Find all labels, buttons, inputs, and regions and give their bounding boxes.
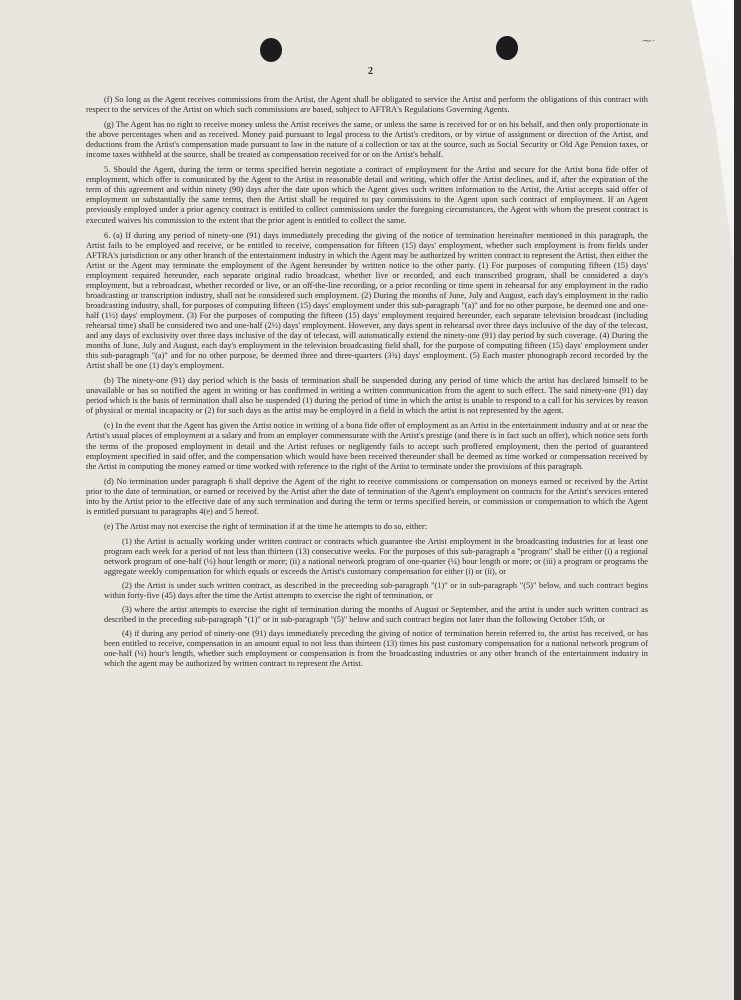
paragraph-4f: (f) So long as the Agent receives commissions from the Artist, the Agent shall be obligated to service the Artist and perform the obligations of this contract with respect to the services of the Artist on which such commissions are based, subject to AFTRA's Regulations Governing Agents. (86, 95, 648, 115)
paragraph-4g: (g) The Agent has no right to receive money unless the Artist receives the same, or unless the same is received for or on his behalf, and then only proportionate in the above percentages when and as received. Money paid pursuant to legal process to the Artist's creditors, or by virtue of assignment or direction of the Artist, and deductions from the Artist's compensation made pursuant to law in the nature of a collection or tax at the source, such as Social Security or Old Age Pension taxes, or income taxes withheld at the source, shall be treated as compensation received for or on the Artist's behalf. (86, 120, 648, 160)
paragraph-6e: (e) The Artist may not exercise the right of termination if at the time he attempts to do so, either: (104, 521, 428, 531)
page-curl (641, 0, 741, 325)
subparagraph-6e-4: (4) if during any period of ninety-one (91) days immediately preceding the giving of notice of termination herein referred to, the artist has received, or has been entitled to receive, compensation in an amount equal to not less than thirteen (13) times his past customary compensation for a national network program of one-half (½) hour's length, whether such employment or compensation is from the broadcasting industries or any other branch of the entertainment industry in which the agent may be authorized by written contract to represent the Artist. (104, 629, 648, 669)
scan-edge (734, 0, 741, 1000)
subparagraph-6e-2: (2) the Artist is under such written contract, as described in the preceeding sub-paragraph "(1)" or in sub-paragraph "(5)" below, and such contract begins within forty-five (45) days after the time the Artist attempts to exercise the right of termination, or (104, 581, 648, 601)
paragraph-5: 5. Should the Agent, during the term or terms specified herein negotiate a contract of employment for the Artist and secure for the Artist bona fide offer of employment, which offer is comunicated by the Agent to the Artist in reasonable detail and writing, which offer the Artist declines, and if, after the expiration of the term of this agreement and within ninety (90) days after the date upon which the Agent gives such written information to the Artist, the Artist accepts said offer of employment on substantially the same terms, then the Artist shall be required to pay commissions to the Agent upon such contract of employment. If an Agent previously employed under a prior agency contract is entitled to collect commissions under the foregoing circumstances, the Agent with whom the present contract is executed waives his commission to the extent that the prior agent is entitled to collect the same. (86, 165, 648, 225)
document-body (86, 95, 648, 673)
margin-mark: ⁓· (642, 36, 656, 47)
punch-hole-left (260, 38, 282, 62)
paragraph-6d: (d) No termination under paragraph 6 shall deprive the Agent of the right to receive commissions or compensation on moneys earned or received by the Artist prior to the date of termination, or earned or received by the Artist after the date of termination of the Agent's employment on contracts for the Artist's services entered into by the Artist prior to the effective date of any such termination and during the term or terms specified herein, or commission or compensation to which the Agent is entitled pursuant to paragraphs 4(e) and 5 hereof. (86, 476, 648, 516)
paragraph-6b: (b) The ninety-one (91) day period which is the basis of termination shall be suspended during any period of time which the artist has declared himself to be unavailable or has so notified the agent in writing or has confirmed in writing a written communication from the agent to such effect. The said ninety-one (91) day period which is the basis of termination shall also be suspended (1) during the period of time in which the artist is unable to respond to a call for his services by reason of physical or mental incapacity or (2) for such days as the artist may be employed in a field in which the artist is not represented by the agent. (86, 376, 648, 416)
subparagraph-6e-1: (1) the Artist is actually working under written contract or contracts which guarantee the Artist employment in the broadcasting industries for at least one program each week for a period of not less than thirteen (13) consecutive weeks. For the purposes of this sub-paragraph a "program" shall be either (i) a regional network program of one-half (½) hour length or more; (ii) a national network program of one-quarter (¼) hour length or more; or (iii) a program or programs the aggregate weekly compensation for which equals or exceeds the Artist's customary compensation for either (i) or (ii), or (104, 536, 648, 577)
page-number: 2 (368, 66, 373, 77)
subparagraph-6e-3: (3) where the artist attempts to exercise the right of termination during the months of August or September, and the artist is under such written contract as described in the preceding sub-paragraph "(1)" or in sub-paragraph "(5)" below and such contract begins not later than the following October 15th, or (104, 605, 648, 625)
paragraph-6c: (c) In the event that the Agent has given the Artist notice in writing of a bona fide offer of employment as an Artist in the entertainment industry and at or near the Artist's usual places of employment at a salary and from an employer commensurate with the Artist's prestige (and there is in fact such an offer), which notice sets forth the terms of the proposed employment in detail and the Artist refuses or negligently fails to accept such proffered employment, then the period of guaranteed employment specified in said offer, and the compensation which would have been received thereunder shall be deemed as time worked or compensation received by the Artist in computing the money earned or time worked with reference to the right of the Artist to terminate under the provisions of this paragraph. (86, 421, 648, 471)
punch-hole-right (496, 36, 518, 60)
paragraph-6a: 6. (a) If during any period of ninety-one (91) days immediately preceding the giving of the notice of termination hereinafter mentioned in this paragraph, the Artist fails to be employed and receive, or be entitled to receive, compensation for fifteen (15) days' employment, whether such employment is from fields under AFTRA's jurisdiction or any other branch of the entertainment industry in which the Agent may be authorized by written contract to represent the Artist, then either the Artist or the Agent may terminate the employment of the Agent hereunder by written notice to the other party. (1) For purposes of computing fifteen (15) days' employment required hereunder, each separate original radio broadcast, whether live or recorded, and each transcribed program, shall be considered a day's employment, but a rebroadcast, whether recorded or live, or an off-the-line recording, or a prior recording or time spent in rehearsal for any employment in the radio broadcasting or transcription industry, shall not be considered such employment. (2) During the months of June, July and August, each day's employment in the radio broadcasting industry, shall, for purposes of computing fifteen (15) days' employment under this sub-paragraph "(a)" and for no other purpose, be deemed one and one-half (1½) days' employment. (3) For the purposes of computing the fifteen (15) days' employment required hereunder, each separate television broadcast (including rehearsal time) shall be considered two and one-half (2½) days' employment. However, any days spent in rehearsal over three days inclusive of the day of the telecast, and any days of exclusivity over three days inclusive of the day of telecast, will automatically extend the ninety-one (91) day period by such coverage. (4) During the months of June, July and August, each day's employment in the television broadcasting field shall, for the purpose of computing fifteen (15) days' employment under this sub-paragraph "(a)" and for no other purpose, be deemed three and three-quarters (3¾) days' employment. (5) Each master phonograph record recorded by the Artist shall be one (1) day's employment. (86, 230, 648, 371)
